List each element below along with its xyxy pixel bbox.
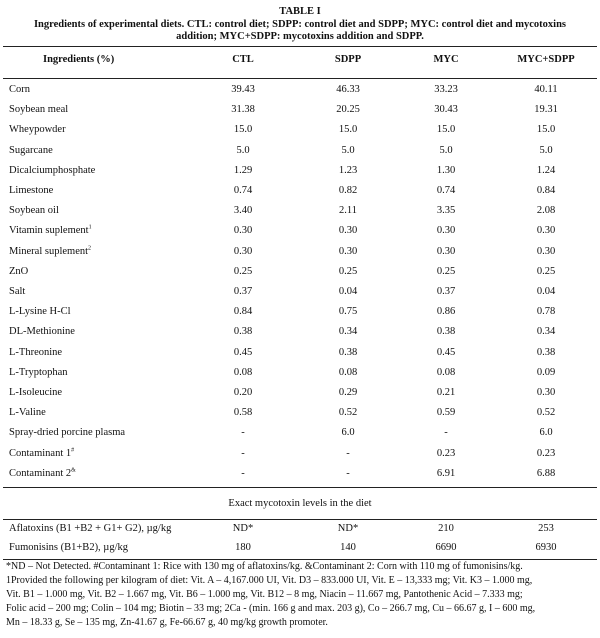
cell-ctl: 31.38 xyxy=(231,104,255,116)
ingredient-name: Dicalciumphosphate xyxy=(9,164,96,176)
cell-sdpp: 2.11 xyxy=(339,205,357,217)
cell-myc: 0.37 xyxy=(436,286,456,297)
cell-sdpp: 0.29 xyxy=(338,387,358,398)
mycotoxin-label: Fumonisins (B1+B2), µg/kg xyxy=(9,542,129,553)
cell-mycsdpp: 0.30 xyxy=(536,245,556,257)
ingredient-name: L-Lysine H-Cl xyxy=(9,306,71,318)
cell-sdpp: 0.38 xyxy=(338,346,358,358)
ingredient-label xyxy=(9,104,68,115)
header-ctl: CTL xyxy=(232,54,254,65)
ingredient-label xyxy=(9,84,30,95)
mycotoxin-cell-mycsdpp: 6930 xyxy=(535,542,557,553)
table-row xyxy=(3,182,597,202)
ingredient-name: Wheypowder xyxy=(9,124,66,136)
table-row xyxy=(3,121,597,141)
cell-myc: 15.0 xyxy=(436,124,456,136)
cell-ctl: 0.37 xyxy=(233,286,253,297)
ingredient-name: DL-Methionine xyxy=(9,326,75,338)
cell-sdpp: - xyxy=(346,467,350,479)
header-sdpp: SDPP xyxy=(334,54,362,65)
mycotoxin-cell-ctl: ND* xyxy=(232,523,254,534)
mycotoxin-label: Aflatoxins (B1 +B2 + G1+ G2), µg/kg xyxy=(9,523,172,534)
ingredient-label xyxy=(9,145,53,156)
mycotoxin-cell-myc: 210 xyxy=(438,523,454,534)
caption-line-2: addition; MYC+SDPP: mycotoxins addition and SDPP. xyxy=(176,31,424,42)
ingredient-label xyxy=(9,448,74,459)
cell-myc: 0.21 xyxy=(436,387,456,398)
footnotes xyxy=(6,560,594,630)
ingredient-footnote-mark: 2 xyxy=(88,245,92,252)
ingredient-name: Limestone xyxy=(9,185,54,196)
footnote-line-4: Folic acid – 200 mg; Colin – 104 mg; Biotin – 33 mg; 2Ca - (min. 166 g and max. 203 g), Co – 266.7 mg, Cu – 66.67 g, I – 600 mg, xyxy=(6,603,536,614)
ingredient-label xyxy=(9,124,66,135)
table-row xyxy=(3,101,597,121)
cell-mycsdpp: 19.31 xyxy=(534,104,558,116)
table-row xyxy=(3,81,597,101)
header-ingredients: Ingredients (%) xyxy=(43,54,115,65)
table-label: TABLE I xyxy=(279,6,321,17)
table-row xyxy=(3,142,597,162)
ingredient-footnote-mark: & xyxy=(71,467,76,474)
cell-ctl: 0.38 xyxy=(233,326,253,338)
ingredient-name: ZnO xyxy=(9,265,29,277)
cell-sdpp: 0.30 xyxy=(338,245,358,257)
cell-myc: 0.25 xyxy=(436,265,456,277)
footnote-line-2: 1Provided the following per kilogram of diet: Vit. A – 4,167.000 UI, Vit. D3 – 833.000 UI, Vit. E – 13,333 mg; Vit. K3 – 1.000 mg, xyxy=(6,575,533,586)
mycotoxin-row xyxy=(3,539,597,559)
cell-mycsdpp: 0.84 xyxy=(536,185,556,196)
footnote-line-1: *ND – Not Detected. #Contaminant 1: Rice with 130 mg of aflatoxins/kg. &Contaminant 2: Corn with 110 mg of fumonisins/kg. xyxy=(6,561,523,572)
cell-mycsdpp: 0.30 xyxy=(536,225,556,237)
ingredient-label xyxy=(9,185,53,196)
cell-mycsdpp: 40.11 xyxy=(534,84,558,95)
ingredient-name: L-Tryptophan xyxy=(9,366,68,378)
cell-myc: 0.08 xyxy=(436,366,456,378)
cell-sdpp: 20.25 xyxy=(336,104,360,116)
cell-ctl: 3.40 xyxy=(233,205,253,217)
cell-mycsdpp: 0.09 xyxy=(536,366,556,378)
ingredient-footnote-mark: 1 xyxy=(88,224,92,231)
ingredient-label xyxy=(9,468,76,479)
cell-sdpp: 0.04 xyxy=(338,286,358,297)
mycotoxin-cell-myc: 6690 xyxy=(435,542,457,553)
ingredient-label xyxy=(9,246,91,257)
cell-myc: 1.30 xyxy=(436,164,456,176)
mycotoxin-cell-sdpp: ND* xyxy=(337,523,359,534)
ingredient-name: L-Threonine xyxy=(9,346,63,358)
cell-mycsdpp: 0.30 xyxy=(536,387,556,398)
cell-myc: 0.38 xyxy=(436,326,456,338)
mycotoxin-row xyxy=(3,520,597,540)
ingredient-label xyxy=(9,225,92,236)
cell-mycsdpp: 5.0 xyxy=(539,144,553,156)
table-caption xyxy=(4,19,596,43)
table-row xyxy=(3,364,597,384)
cell-ctl: 0.45 xyxy=(233,346,253,358)
cell-sdpp: 0.08 xyxy=(338,366,358,378)
ingredient-name: Soybean oil xyxy=(9,205,59,217)
cell-myc: 0.30 xyxy=(436,225,456,237)
cell-ctl: 1.29 xyxy=(233,164,253,176)
ingredient-label xyxy=(9,347,62,358)
cell-mycsdpp: 6.0 xyxy=(539,427,553,439)
cell-ctl: 0.84 xyxy=(233,306,253,318)
ingredient-name: Salt xyxy=(9,286,26,297)
mycotoxin-cell-ctl: 180 xyxy=(235,542,251,553)
cell-ctl: 5.0 xyxy=(236,144,250,156)
table-row xyxy=(3,162,597,182)
cell-myc: 33.23 xyxy=(434,84,458,95)
ingredient-name: Contaminant 2 xyxy=(9,467,72,479)
cell-sdpp: 1.23 xyxy=(338,164,358,176)
table-row xyxy=(3,263,597,283)
ingredient-name: L-Valine xyxy=(9,407,46,419)
cell-sdpp: 0.25 xyxy=(338,265,358,277)
mycotoxin-cell-mycsdpp: 253 xyxy=(538,523,554,534)
cell-myc: 3.35 xyxy=(436,205,456,217)
caption-line-1: Ingredients of experimental diets. CTL: control diet; SDPP: control diet and SDPP; MYC: control diet and mycotoxins xyxy=(33,19,567,30)
ingredient-name: Mineral suplement xyxy=(9,245,89,257)
table-row xyxy=(3,323,597,343)
ingredient-label xyxy=(9,266,28,277)
ingredient-footnote-mark: # xyxy=(71,447,75,454)
table-row xyxy=(3,465,597,485)
cell-mycsdpp: 0.52 xyxy=(536,407,556,419)
cell-sdpp: 0.75 xyxy=(338,306,358,318)
header-myc-sdpp: MYC+SDPP xyxy=(517,54,575,65)
ingredient-name: Soybean meal xyxy=(9,104,69,116)
cell-sdpp: 15.0 xyxy=(338,124,358,136)
table-row xyxy=(3,404,597,424)
table-row xyxy=(3,445,597,465)
footnote-line-5: Mn – 18.33 g, Se – 135 mg, Zn-41.67 g, Fe-66.67 g, 40 mg/kg growth promoter. xyxy=(6,617,328,628)
cell-sdpp: 6.0 xyxy=(341,427,355,439)
cell-mycsdpp: 2.08 xyxy=(536,205,556,217)
cell-mycsdpp: 0.78 xyxy=(536,306,556,318)
ingredient-label xyxy=(9,427,125,438)
ingredient-label xyxy=(9,326,75,337)
cell-sdpp: 0.30 xyxy=(338,225,358,237)
mycotoxin-cell-sdpp: 140 xyxy=(340,542,356,553)
table-row xyxy=(3,243,597,263)
cell-mycsdpp: 6.88 xyxy=(536,467,556,479)
cell-sdpp: 46.33 xyxy=(336,84,360,95)
cell-mycsdpp: 0.38 xyxy=(536,346,556,358)
cell-mycsdpp: 1.24 xyxy=(536,164,556,176)
table-row xyxy=(3,283,597,303)
table-row xyxy=(3,344,597,364)
table-row xyxy=(3,202,597,222)
cell-ctl: 0.30 xyxy=(233,225,253,237)
ingredient-label xyxy=(9,286,25,297)
table-row xyxy=(3,424,597,444)
cell-ctl: 0.74 xyxy=(233,185,253,196)
footnote-line-3: Vit. B1 – 1.000 mg, Vit. B2 – 1.667 mg, Vit. B6 – 1.000 mg, Vit. B12 – 8 mg, Niacin – 11.667 mg, Pantothenic Acid – 7.333 mg; xyxy=(6,589,523,600)
cell-sdpp: 0.82 xyxy=(338,185,358,196)
cell-myc: 0.23 xyxy=(436,447,456,459)
ingredient-label xyxy=(9,367,68,378)
ingredient-label xyxy=(9,165,95,176)
header-bottom-rule xyxy=(3,78,597,79)
cell-mycsdpp: 0.34 xyxy=(536,326,556,338)
ingredient-name: Spray-dried porcine plasma xyxy=(9,427,126,439)
cell-ctl: - xyxy=(241,447,245,459)
ingredient-name: Contaminant 1 xyxy=(9,447,72,459)
cell-sdpp: - xyxy=(346,447,350,459)
cell-ctl: 39.43 xyxy=(231,84,255,95)
header-myc: MYC xyxy=(433,54,459,65)
cell-ctl: - xyxy=(241,427,245,439)
cell-ctl: 0.58 xyxy=(233,407,253,419)
cell-myc: 6.91 xyxy=(436,467,456,479)
table-row xyxy=(3,303,597,323)
ingredient-label xyxy=(9,306,71,317)
cell-ctl: 0.08 xyxy=(233,366,253,378)
cell-sdpp: 5.0 xyxy=(341,144,355,156)
cell-mycsdpp: 0.23 xyxy=(536,447,556,459)
table-top-rule xyxy=(3,46,597,47)
cell-myc: - xyxy=(444,427,448,439)
ingredient-name: Sugarcane xyxy=(9,144,53,156)
ingredient-label xyxy=(9,407,46,418)
cell-myc: 0.30 xyxy=(436,245,456,257)
cell-myc: 0.59 xyxy=(436,407,456,419)
cell-ctl: - xyxy=(241,467,245,479)
cell-ctl: 0.25 xyxy=(233,265,253,277)
ingredient-name: Corn xyxy=(9,84,30,95)
ingredients-bottom-rule xyxy=(3,487,597,488)
cell-ctl: 15.0 xyxy=(233,124,253,136)
cell-myc: 0.74 xyxy=(436,185,456,196)
cell-myc: 0.86 xyxy=(436,306,456,318)
header-row xyxy=(3,48,597,68)
cell-ctl: 0.30 xyxy=(233,245,253,257)
mycotoxin-heading: Exact mycotoxin levels in the diet xyxy=(228,498,372,509)
cell-sdpp: 0.34 xyxy=(338,326,358,338)
table-row xyxy=(3,384,597,404)
cell-mycsdpp: 0.25 xyxy=(536,265,556,277)
cell-myc: 0.45 xyxy=(436,346,456,358)
cell-myc: 30.43 xyxy=(434,104,458,116)
ingredient-label xyxy=(9,387,62,398)
cell-mycsdpp: 0.04 xyxy=(536,286,556,297)
ingredient-name: L-Isoleucine xyxy=(9,387,63,398)
ingredient-label xyxy=(9,205,59,216)
cell-myc: 5.0 xyxy=(439,144,453,156)
cell-ctl: 0.20 xyxy=(233,387,253,398)
cell-sdpp: 0.52 xyxy=(338,407,358,419)
cell-mycsdpp: 15.0 xyxy=(536,124,556,136)
table-row xyxy=(3,222,597,242)
ingredient-name: Vitamin suplement xyxy=(9,225,89,237)
